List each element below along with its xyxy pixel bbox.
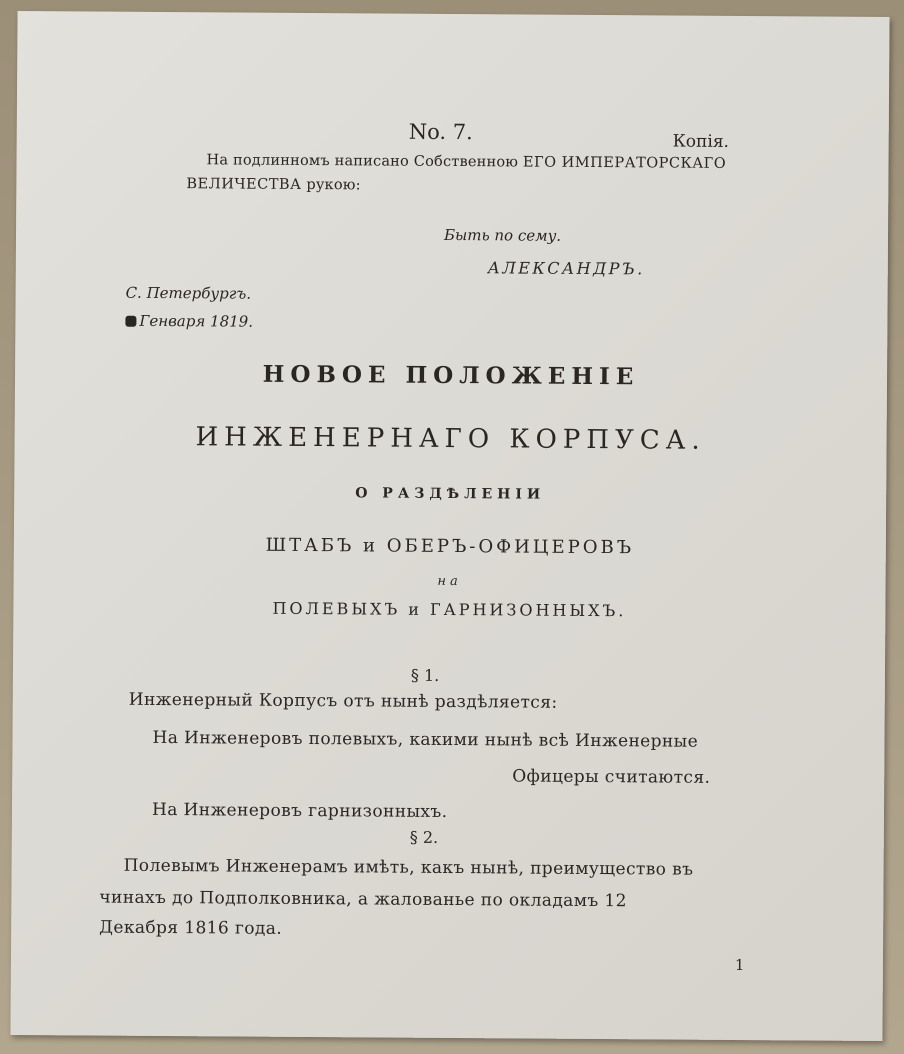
ink-blot-icon <box>125 316 136 327</box>
page-number: 1 <box>734 956 745 975</box>
dateline-date-row <box>125 312 253 331</box>
imperial-signature: АЛЕКСАНДРЪ. <box>487 258 645 279</box>
section-1-paragraph-1: Инженерный Корпусъ отъ нынѣ раздѣляется: <box>128 689 558 713</box>
title-line-6: ПОЛЕВЫХЪ и ГАРНИЗОННЫХЪ. <box>272 598 627 621</box>
title-line-4: ШТАБЪ и ОБЕРЪ-ОФИЦЕРОВЪ <box>265 534 635 559</box>
original-note-emphasis: ЕГО ИМПЕРАТОРСКАГО <box>522 154 727 172</box>
dateline-place: С. Петербургъ. <box>125 283 252 303</box>
document-page <box>10 11 889 1041</box>
copy-label: Копія. <box>672 131 730 152</box>
section-1-heading: § 1. <box>410 665 440 685</box>
section-2-heading: § 2. <box>409 827 439 847</box>
section-2-line-1: Полевымъ Инженерамъ имѣть, какъ нынѣ, преимущество въ <box>123 855 694 880</box>
section-2-line-3: Декабря 1816 года. <box>99 917 283 939</box>
title-line-5: на <box>437 573 462 590</box>
original-note-emphasis-2: ВЕЛИЧЕСТВА <box>186 176 302 193</box>
original-note-text-2: рукою: <box>306 176 361 194</box>
section-1-paragraph-3: На Инженеровъ гарнизонныхъ. <box>151 799 448 822</box>
title-line-1: НОВОЕ ПОЛОЖЕНІЕ <box>262 360 640 391</box>
original-note-text: На подлинномъ написано Собственною <box>206 152 519 171</box>
section-1-paragraph-2: На Инженеровъ полевыхъ, какими нынѣ всѣ Инженерные <box>152 727 699 752</box>
document-number: No. 7. <box>408 119 473 145</box>
imperial-resolution: Быть по сему. <box>443 225 562 245</box>
original-note-line1 <box>206 152 726 172</box>
dateline-date: Генваря 1819. <box>139 311 254 331</box>
original-note-line2 <box>186 176 360 193</box>
title-line-2: ИНЖЕНЕРНАГО КОРПУСА. <box>195 422 706 456</box>
section-2-line-2: чинахъ до Подполковника, а жалованье по окладамъ 12 <box>99 887 627 912</box>
title-line-3: О РАЗДѢЛЕНІИ <box>355 485 546 503</box>
section-1-paragraph-2-cont: Офицеры считаются. <box>512 766 711 788</box>
